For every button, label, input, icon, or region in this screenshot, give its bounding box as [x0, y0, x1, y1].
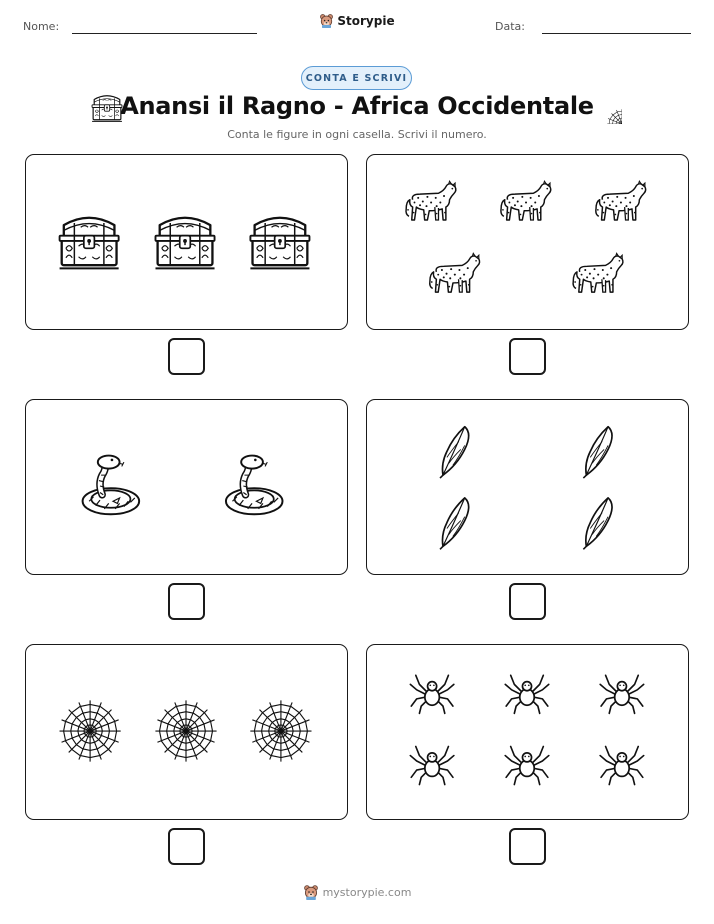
treasure-chest-icon [60, 218, 119, 269]
spider-icon [410, 675, 454, 713]
feather-icon [583, 498, 612, 549]
feather-icon [583, 427, 612, 478]
spider-icon [600, 747, 644, 785]
bear-icon [319, 13, 334, 28]
date-label: Data: [495, 20, 525, 33]
count-card-spiders [366, 644, 689, 820]
treasure-chest-icon [155, 218, 214, 269]
answer-box-chests[interactable] [168, 338, 205, 375]
footer [0, 884, 714, 900]
spider-icon [600, 675, 644, 713]
footer-url[interactable]: mystorypie.com [322, 885, 412, 899]
bear-icon [303, 884, 319, 900]
feather-icon [440, 498, 469, 549]
spider-icon [505, 675, 549, 713]
count-card-snakes [25, 399, 348, 575]
instructions: Conta le figure in ogni casella. Scrivi il numero. [227, 128, 487, 141]
count-card-feathers [366, 399, 689, 575]
spider-web-icon [60, 700, 121, 761]
brand-name: Storypie [337, 13, 395, 28]
count-card-chests [25, 154, 348, 330]
spider-web-icon [250, 700, 311, 761]
spider-icon [505, 747, 549, 785]
treasure-chest-icon [250, 218, 309, 269]
page-title: Anansi il Ragno - Africa Occidentale [120, 92, 594, 120]
name-line[interactable] [72, 33, 257, 34]
count-card-webs [25, 644, 348, 820]
leopard-icon [596, 181, 646, 220]
spider-web-icon [590, 92, 622, 124]
spider-icon [410, 747, 454, 785]
activity-tag: CONTA E SCRIVI [301, 66, 412, 90]
feather-icon [440, 427, 469, 478]
spider-web-icon [155, 700, 216, 761]
date-line[interactable] [542, 33, 691, 34]
answer-box-snakes[interactable] [168, 583, 205, 620]
answer-box-webs[interactable] [168, 828, 205, 865]
leopard-icon [430, 253, 480, 292]
brand [0, 13, 714, 28]
leopard-icon [406, 181, 456, 220]
name-label: Nome: [23, 20, 60, 33]
answer-box-spiders[interactable] [509, 828, 546, 865]
leopard-icon [573, 253, 623, 292]
snake-icon [83, 456, 140, 515]
count-card-leopards [366, 154, 689, 330]
answer-box-feathers[interactable] [509, 583, 546, 620]
answer-box-leopards[interactable] [509, 338, 546, 375]
snake-icon [226, 456, 283, 515]
leopard-icon [501, 181, 551, 220]
